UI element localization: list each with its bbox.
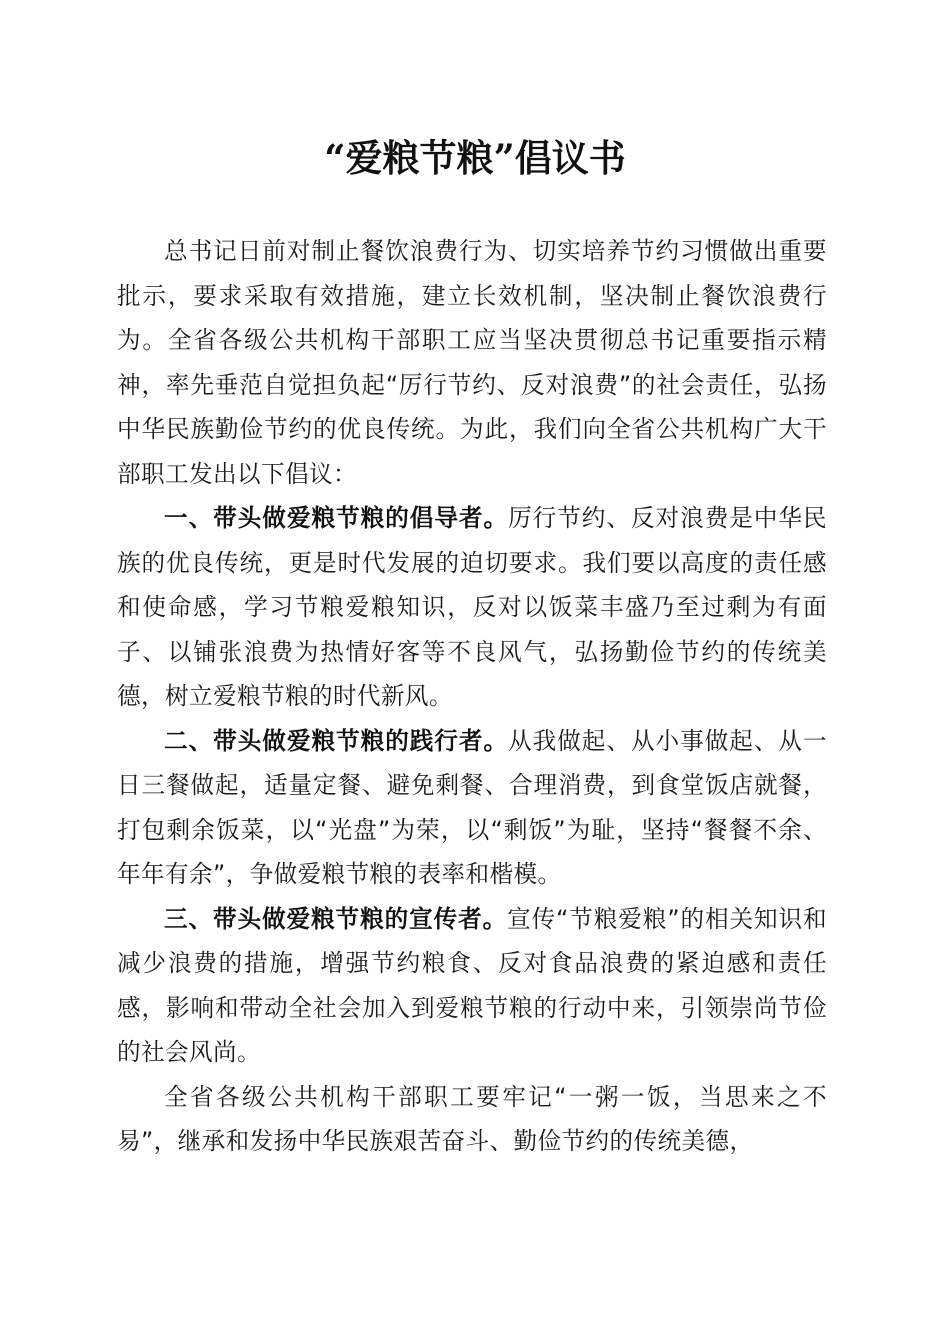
point-paragraph-3 [117, 897, 827, 1075]
point-heading-1: 一、带头做爱粮节粮的倡导者。 [164, 504, 509, 532]
point-heading-3: 三、带头做爱粮节粮的宣传者。 [164, 904, 508, 933]
closing-paragraph: 全省各级公共机构干部职工要牢记“一粥一饭，当思来之不易”，继承和发扬中华民族艰苦奋斗、勤俭节约的传统美德， [117, 1082, 827, 1155]
point-paragraph-1 [117, 496, 827, 719]
document-title: “爱粮节粮”倡议书 [324, 136, 626, 180]
document-body [117, 229, 827, 1164]
intro-paragraph: 总书记日前对制止餐饮浪费行为、切实培养节约习惯做出重要批示，要求采取有效措施，建立长效机制，坚决制止餐饮浪费行为。全省各级公共机构干部职工应当坚决贯彻总书记重要指示精神，率先垂范自觉担负起“厉行节约、反对浪费”的社会责任，弘扬中华民族勤俭节约的优良传统。为此，我们向全省公共机构广大干部职工发出以下倡议： [117, 237, 827, 488]
point-text-1: 厉行节约、反对浪费是中华民族的优良传统，更是时代发展的迫切要求。我们要以高度的责任感和使命感，学习节粮爱粮知识，反对以饭菜丰盛乃至过剩为有面子、以铺张浪费为热情好客等不良风气，弘扬勤俭节约的传统美德，树立爱粮节粮的时代新风。 [117, 504, 827, 710]
point-text-3: 宣传“节粮爱粮”的相关知识和减少浪费的措施，增强节约粮食、反对食品浪费的紧迫感和责任感，影响和带动全社会加入到爱粮节粮的行动中来，引领崇尚节俭的社会风尚。 [117, 904, 827, 1066]
point-heading-2: 二、带头做爱粮节粮的践行者。 [164, 726, 509, 755]
point-paragraph-2 [117, 719, 827, 897]
point-text-2: 从我做起、从小事做起、从一日三餐做起，适量定餐、避免剩餐、合理消费，到食堂饭店就餐，打包剩余饭菜，以“光盘”为荣，以“剩饭”为耻，坚持“餐餐不余、年年有余”，争做爱粮节粮的表率和楷模。 [117, 726, 827, 888]
